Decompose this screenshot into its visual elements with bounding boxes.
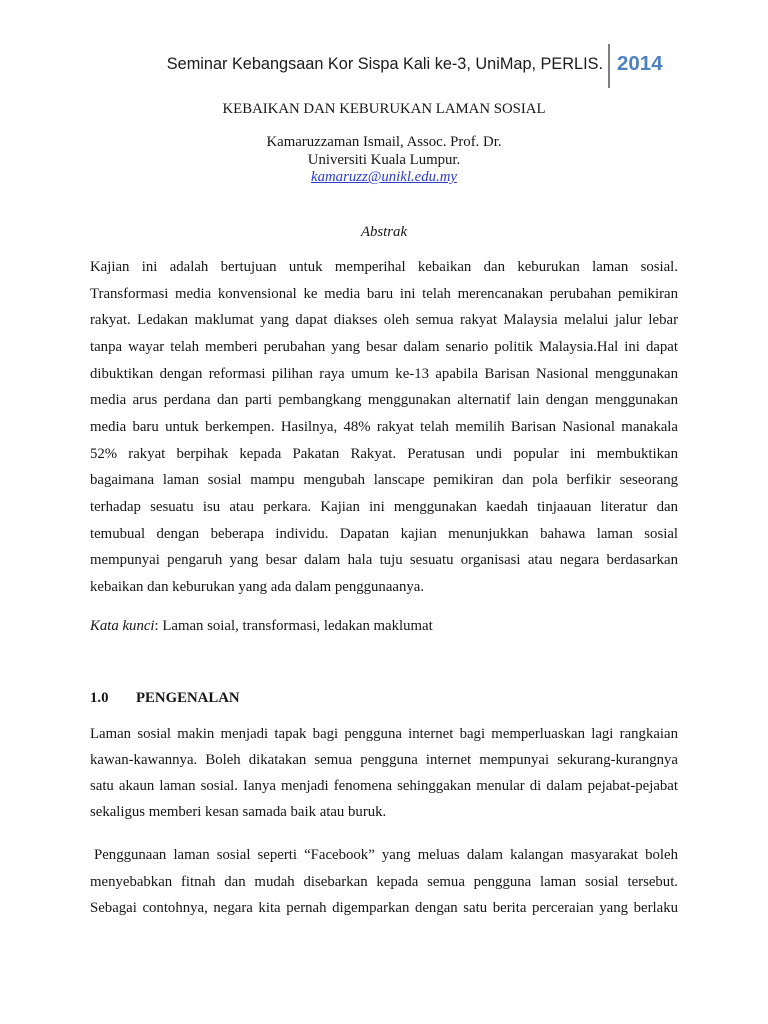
section-number: 1.0 xyxy=(90,690,109,706)
abstract-line: kebaikan dan keburukan yang ada dalam penggunaanya. xyxy=(90,578,425,595)
abstract-line: Kajian ini adalah bertujuan untuk memperihal kebaikan dan keburukan laman sosial. xyxy=(90,259,678,275)
abstract-line: media baru untuk berkempen. Hasilnya, 48% rakyat telah memilih Barisan Nasional manakala xyxy=(90,418,678,435)
abstract-line: temubual dengan beberapa individu. Dapatan kajian menunjukkan bahawa laman sosial xyxy=(90,525,678,542)
author-affiliation: Universiti Kuala Lumpur. xyxy=(307,151,461,168)
keywords-line xyxy=(90,613,678,639)
section-title: PENGENALAN xyxy=(136,690,240,706)
running-header-year: 2014 xyxy=(617,52,663,75)
abstract-line: 52% rakyat berpihak kepada Pakatan Rakyat. Peratusan undi popular ini membuktikan xyxy=(90,445,678,462)
paragraph-line: sekaligus memberi kesan samada baik atau buruk. xyxy=(90,804,387,820)
abstract-line: bagaimana laman sosial mampu mengubah lanscape pemikiran dan pola berfikir seseorang xyxy=(90,472,678,489)
abstract-line: Transformasi media konvensional ke media baru ini telah merencanakan perubahan pemikiran xyxy=(90,285,678,302)
abstract-line: media arus perdana dan parti pembangkang menggunakan alternatif lain dengan menggunakan xyxy=(90,392,678,409)
body-paragraph xyxy=(90,721,678,825)
paragraph-line: kawan-kawannya. Boleh dikatakan semua pengguna internet mempunyai sekurang-kurangnya xyxy=(90,752,678,768)
abstract-line: terhadap sesuatu isu atau perkara. Kajian ini menggunakan kaedah tinjaauan literatur dan xyxy=(90,498,678,515)
keywords-label: Kata kunci xyxy=(90,618,155,634)
paragraph-line: Penggunaan laman sosial seperti “Facebook” yang meluas dalam kalangan masyarakat boleh xyxy=(94,847,678,863)
section-heading xyxy=(90,685,678,711)
abstract-body xyxy=(90,254,678,601)
abstract-line: rakyat. Ledakan maklumat yang dapat diakses oleh semua rakyat Malaysia melalui jalur lebar xyxy=(90,312,678,329)
abstract-line: dibuktikan dengan reformasi pilihan raya umum ke-13 apabila Barisan Nasional menggunakan xyxy=(90,365,678,382)
paragraph-line: Laman sosial makin menjadi tapak bagi pengguna internet bagi memperluaskan lagi rangkaian xyxy=(90,726,678,742)
abstract-line: mempunyai pengaruh yang besar dalam hala tuju sesuatu organisasi atau negara berdasarkan xyxy=(90,552,678,569)
body-paragraph xyxy=(90,842,678,922)
header-divider xyxy=(608,44,610,88)
abstract-line: tanpa wayar telah memberi perubahan yang besar dalam senario politik Malaysia.Hal ini dapat xyxy=(90,338,678,355)
author-email-link[interactable]: kamaruzz@unikl.edu.my xyxy=(311,169,457,185)
author-block xyxy=(0,134,768,187)
abstract-heading: Abstrak xyxy=(360,224,408,240)
author-name: Kamaruzzaman Ismail, Assoc. Prof. Dr. xyxy=(266,134,502,150)
paragraph-line: satu akaun laman sosial. Ianya menjadi fenomena sehinggakan menular di dalam pejabat-pejabat xyxy=(90,778,678,794)
paragraph-line: Sebagai contohnya, negara kita pernah digemparkan dengan satu berita perceraian yang berlaku xyxy=(90,900,678,916)
running-header-title: Seminar Kebangsaan Kor Sispa Kali ke-3, UniMap, PERLIS. xyxy=(166,55,603,73)
paper-title: KEBAIKAN DAN KEBURUKAN LAMAN SOSIAL xyxy=(222,101,546,117)
paragraph-line: menyebabkan fitnah dan mudah disebarkan kepada semua pengguna laman sosial tersebut. xyxy=(90,873,678,890)
keywords-text: : Laman soial, transformasi, ledakan maklumat xyxy=(154,618,433,634)
